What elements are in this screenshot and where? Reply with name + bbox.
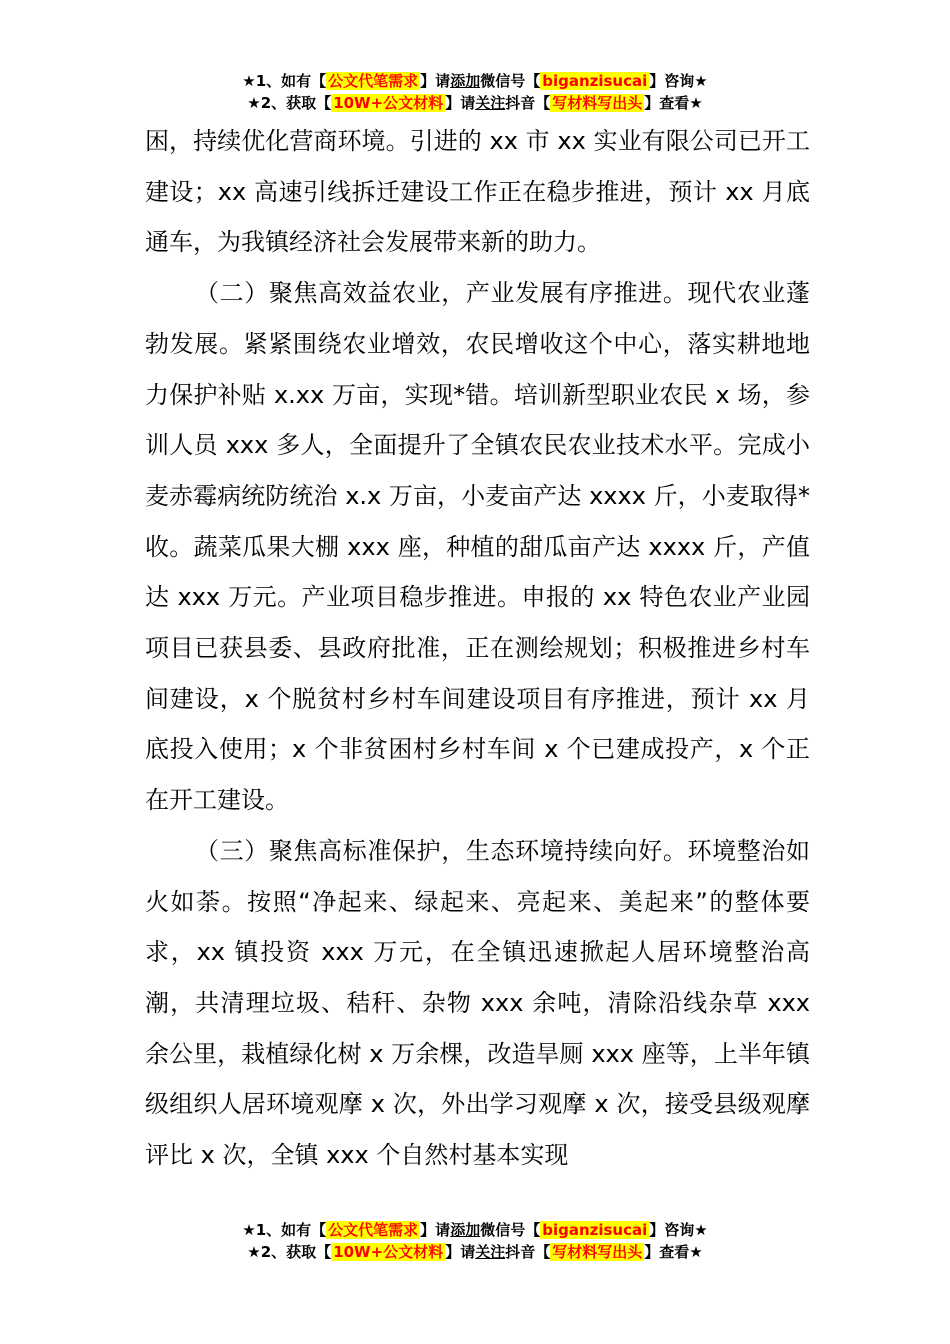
banner-text: 】请	[420, 1221, 451, 1239]
banner-text: ★2、获取【	[247, 94, 332, 112]
banner-text: 】查看★	[644, 1243, 703, 1261]
banner-underlined-text: 关注	[475, 1243, 506, 1261]
paragraph-section-2: （二）聚焦高效益农业，产业发展有序推进。现代农业蓬勃发展。紧紧围绕农业增效，农民增收这个中心，落实耕地地力保护补贴 x.xx 万亩，实现*错。培训新型职业农民 x 场，参训人员 xxx 多人，全面提升了全镇农民农业技术水平。完成小麦赤霉病统防统治 x.x 万亩，小麦亩产达 xxxx 斤，小麦取得*收。蔬菜瓜果大棚 xxx 座，种植的甜瓜亩产达 xxxx 斤，产值达 xxx 万元。产业项目稳步推进。申报的 xx 特色农业产业园项目已获县委、县政府批准，正在测绘规划；积极推进乡村车间建设，x 个脱贫村乡村车间建设项目有序推进，预计 xx 月底投入使用；x 个非贫困村乡村车间 x 个已建成投产，x 个正在开工建设。	[145, 279, 810, 815]
banner-line-2	[0, 92, 950, 114]
banner-line-1	[0, 70, 950, 92]
banner-highlight: 公文代笔需求	[328, 1221, 419, 1239]
banner-underlined-text: 添加	[450, 72, 481, 90]
banner-text: 微信号【	[480, 72, 541, 90]
banner-text: 】咨询★	[649, 72, 708, 90]
banner-text: 抖音【	[505, 94, 551, 112]
banner-text: 微信号【	[480, 1221, 541, 1239]
banner-line-1	[0, 1219, 950, 1241]
banner-text: ★1、如有【	[242, 1221, 327, 1239]
banner-highlight: biganzisucai	[542, 1221, 648, 1239]
banner-highlight: biganzisucai	[542, 72, 648, 90]
paragraph-section-3: （三）聚焦高标准保护，生态环境持续向好。环境整治如火如荼。按照“净起来、绿起来、亮起来、美起来”的整体要求，xx 镇投资 xxx 万元，在全镇迅速掀起人居环境整治高潮，共清理垃圾、秸秆、杂物 xxx 余吨，清除沿线杂草 xxx 余公里，栽植绿化树 x 万余棵，改造旱厕 xxx 座等，上半年镇级组织人居环境观摩 x 次，外出学习观摩 x 次，接受县级观摩评比 x 次，全镇 xxx 个自然村基本实现	[145, 836, 810, 1170]
banner-text: 】咨询★	[649, 1221, 708, 1239]
banner-highlight: 公文代笔需求	[328, 72, 419, 90]
banner-underlined-text: 添加	[450, 1221, 481, 1239]
banner-line-2	[0, 1241, 950, 1263]
banner-highlight: 写材料写出头	[552, 94, 643, 112]
paragraph-continuation: 困，持续优化营商环境。引进的 xx 市 xx 实业有限公司已开工建设；xx 高速引线拆迁建设工作正在稳步推进，预计 xx 月底通车，为我镇经济社会发展带来新的助力。	[145, 127, 810, 257]
banner-highlight: 10W+公文材料	[333, 94, 444, 112]
banner-highlight: 10W+公文材料	[333, 1243, 444, 1261]
header-banner	[0, 70, 950, 114]
banner-text: ★1、如有【	[242, 72, 327, 90]
banner-highlight: 写材料写出头	[552, 1243, 643, 1261]
document-body	[145, 116, 810, 1181]
banner-text: 】查看★	[644, 94, 703, 112]
footer-banner	[0, 1219, 950, 1263]
banner-text: 】请	[420, 72, 451, 90]
banner-underlined-text: 关注	[475, 94, 506, 112]
banner-text: 抖音【	[505, 1243, 551, 1261]
banner-text: ★2、获取【	[247, 1243, 332, 1261]
banner-text: 】请	[445, 1243, 476, 1261]
banner-text: 】请	[445, 94, 476, 112]
